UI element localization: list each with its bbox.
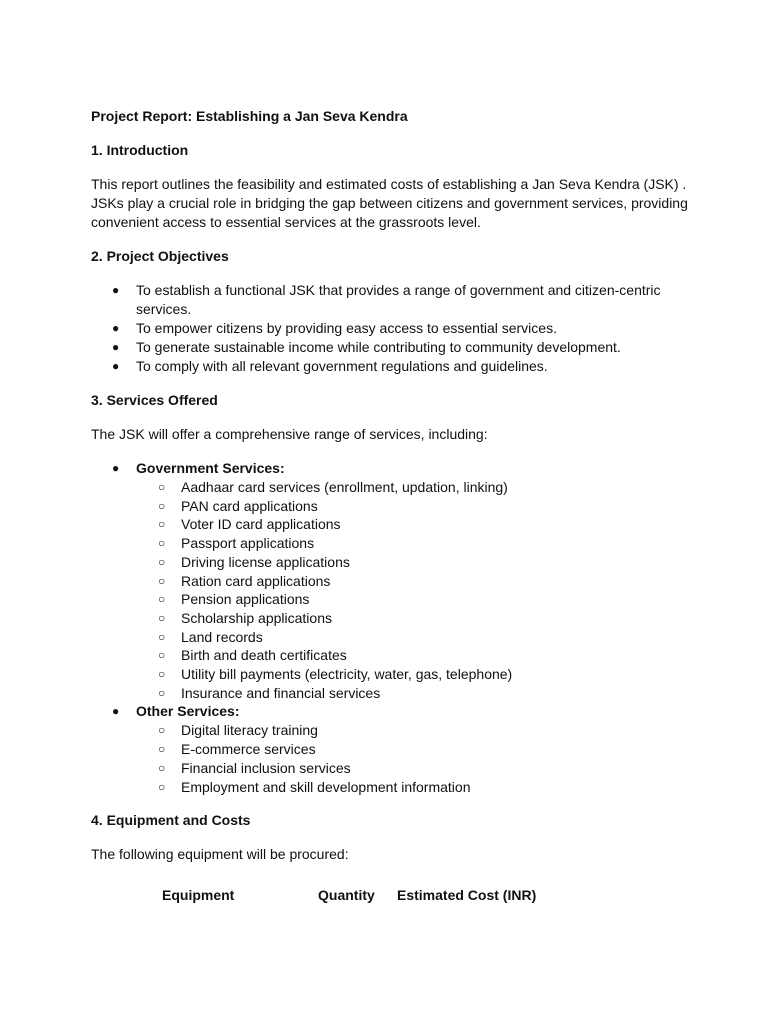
- document-body: [91, 107, 691, 906]
- service-text: Utility bill payments (electricity, water, gas, telephone): [181, 666, 513, 683]
- circle-bullet-icon: ○: [158, 536, 166, 551]
- list-item: [91, 319, 691, 338]
- circle-bullet-icon: ○: [158, 648, 166, 663]
- service-text: E-commerce services: [181, 741, 316, 758]
- introduction-paragraph: This report outlines the feasibility and estimated costs of establishing a Jan Seva Kendra (JSK) . JSKs play a crucial role in bridging the gap between citizens and government services, providing convenient access to essential services at the grassroots level.: [91, 176, 688, 230]
- service-text: Insurance and financial services: [181, 684, 381, 701]
- list-item: [136, 778, 691, 797]
- bullet-icon: ●: [112, 461, 120, 475]
- list-item: [136, 553, 691, 572]
- circle-bullet-icon: ○: [158, 554, 166, 569]
- service-text: Financial inclusion services: [181, 759, 351, 776]
- circle-bullet-icon: ○: [158, 517, 166, 532]
- list-item: [136, 759, 691, 778]
- objectives-list: [91, 281, 691, 376]
- section-heading-introduction: 1. Introduction: [91, 142, 189, 158]
- circle-bullet-icon: ○: [158, 685, 166, 700]
- column-header-estimated-cost: Estimated Cost (INR): [397, 887, 537, 904]
- list-item: [136, 515, 691, 534]
- objective-text: To establish a functional JSK that provides a range of government and citizen-centric services.: [136, 282, 661, 317]
- service-group-other: [91, 702, 691, 796]
- bullet-icon: ●: [112, 359, 120, 373]
- circle-bullet-icon: ○: [158, 723, 166, 738]
- circle-bullet-icon: ○: [158, 779, 166, 794]
- list-item: [91, 357, 691, 376]
- bullet-icon: ●: [112, 283, 120, 297]
- list-item: [136, 572, 691, 591]
- service-text: Aadhaar card services (enrollment, updation, linking): [181, 479, 508, 495]
- government-services-sublist: [136, 478, 691, 702]
- list-item: [136, 646, 691, 665]
- circle-bullet-icon: ○: [158, 667, 166, 682]
- service-text: PAN card applications: [181, 497, 318, 514]
- list-item: [91, 338, 691, 357]
- service-text: Ration card applications: [181, 572, 331, 589]
- list-item: [136, 665, 691, 684]
- circle-bullet-icon: ○: [158, 480, 166, 494]
- section-heading-objectives: 2. Project Objectives: [91, 248, 229, 264]
- service-text: Digital literacy training: [181, 722, 318, 739]
- service-group-label: Other Services:: [136, 703, 240, 720]
- service-group-government: [91, 459, 691, 702]
- equipment-table-header: [91, 886, 691, 906]
- other-services-sublist: [136, 721, 691, 796]
- service-text: Passport applications: [181, 535, 315, 552]
- services-list: [91, 459, 691, 796]
- service-text: Employment and skill development information: [181, 778, 471, 795]
- circle-bullet-icon: ○: [158, 592, 166, 607]
- service-text: Land records: [181, 628, 263, 645]
- list-item: [136, 497, 691, 516]
- list-item: [91, 281, 691, 319]
- section-heading-equipment: 4. Equipment and Costs: [91, 812, 251, 829]
- bullet-icon: ●: [112, 340, 120, 354]
- service-group-label: Government Services:: [136, 460, 285, 476]
- services-intro: The JSK will offer a comprehensive range of services, including:: [91, 426, 488, 442]
- list-item: [136, 609, 691, 628]
- column-header-quantity: Quantity: [318, 887, 375, 904]
- objective-text: To generate sustainable income while contributing to community development.: [136, 339, 621, 355]
- service-text: Pension applications: [181, 591, 310, 608]
- list-item: [136, 740, 691, 759]
- objective-text: To empower citizens by providing easy access to essential services.: [136, 320, 557, 336]
- circle-bullet-icon: ○: [158, 629, 166, 644]
- list-item: [136, 721, 691, 740]
- report-title: Project Report: Establishing a Jan Seva Kendra: [91, 108, 408, 124]
- equipment-intro: The following equipment will be procured:: [91, 846, 349, 863]
- bullet-icon: ●: [112, 704, 120, 719]
- objective-text: To comply with all relevant government regulations and guidelines.: [136, 358, 548, 374]
- service-text: Driving license applications: [181, 553, 350, 570]
- circle-bullet-icon: ○: [158, 760, 166, 775]
- service-text: Birth and death certificates: [181, 647, 347, 664]
- list-item: [136, 590, 691, 609]
- section-heading-services: 3. Services Offered: [91, 392, 218, 408]
- circle-bullet-icon: ○: [158, 742, 166, 757]
- list-item: [136, 534, 691, 553]
- column-header-equipment: Equipment: [162, 887, 235, 904]
- list-item: [136, 628, 691, 647]
- service-text: Scholarship applications: [181, 609, 332, 626]
- bullet-icon: ●: [112, 321, 120, 335]
- service-text: Voter ID card applications: [181, 516, 341, 533]
- list-item: [136, 478, 691, 497]
- circle-bullet-icon: ○: [158, 610, 166, 625]
- list-item: [136, 684, 691, 703]
- circle-bullet-icon: ○: [158, 573, 166, 588]
- circle-bullet-icon: ○: [158, 498, 166, 513]
